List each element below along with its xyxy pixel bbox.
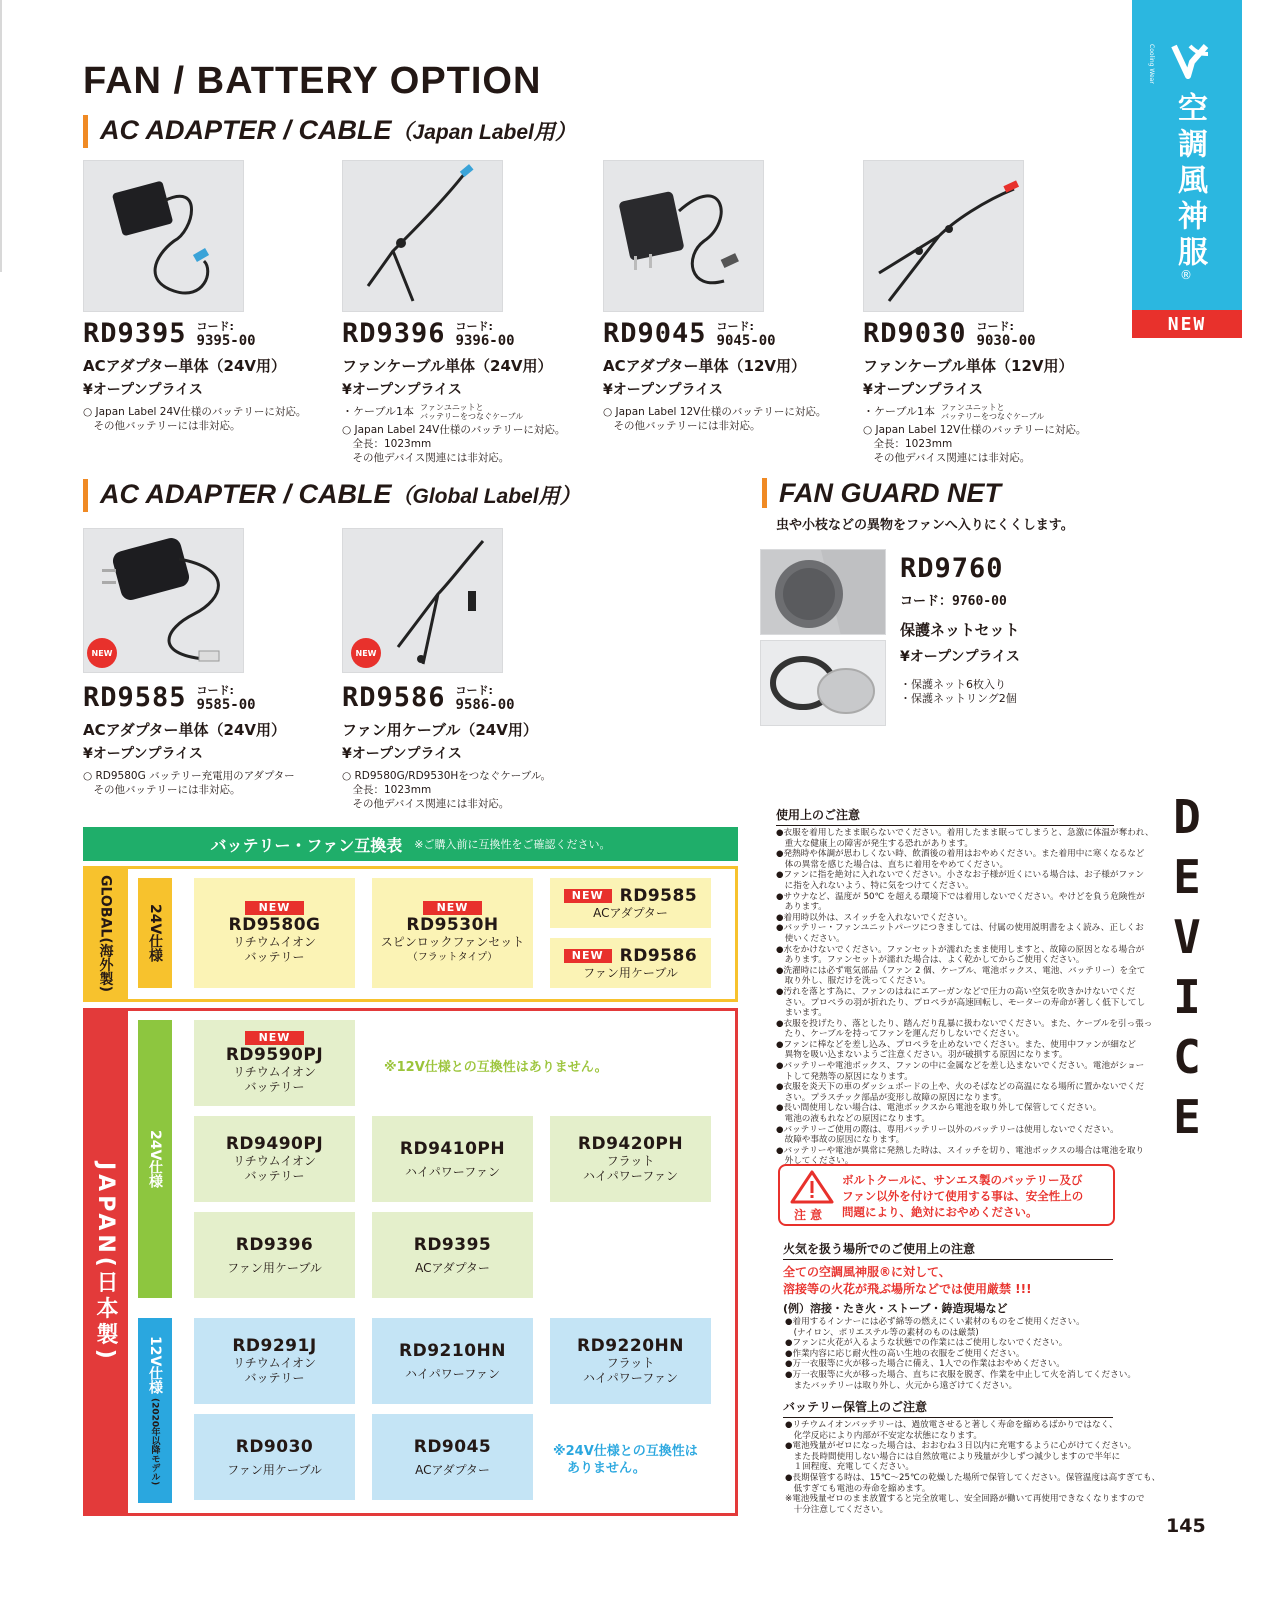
product-note: その他デバイス関連には非対応。 bbox=[342, 798, 510, 810]
product-photo-rd9396 bbox=[342, 160, 503, 312]
warning-line: ボルトクールに、サンエス製のバッテリー及び bbox=[842, 1173, 1083, 1187]
product-price: ¥オープンプライス bbox=[342, 746, 462, 762]
fire-example: (例）溶接・たき火・ストーブ・鋳造現場など bbox=[783, 1302, 1008, 1315]
caution-line: あります。 bbox=[776, 902, 827, 913]
compat-cell-rd9590pj bbox=[194, 1020, 355, 1106]
caution-line: に指を入れないよう、特に気をつけてください。 bbox=[776, 880, 974, 891]
new-tab-label: NEW bbox=[1167, 313, 1207, 335]
caution-line: ●バッテリー・ファンユニットパーツにつきましては、付属の使用説明書をよく読み、正しくお bbox=[776, 923, 1144, 934]
no-12v-compat-note: ※12V仕様との互換性はありません。 bbox=[384, 1060, 608, 1075]
cell-line: ハイパワーファン bbox=[583, 1371, 678, 1385]
caution-line: １回程度、充電してください。 bbox=[785, 1462, 914, 1473]
cell-line: ACアダプター bbox=[415, 1462, 490, 1477]
caution-line: ●電池残量がゼロになった場合は、おおむね３日以内に充電するように心がけてください。 bbox=[785, 1441, 1137, 1452]
fire-red-line-2: 溶接等の火花が飛ぶ場所などでは使用厳禁 !!! bbox=[783, 1282, 1032, 1296]
code-value: 9585-00 bbox=[196, 697, 256, 713]
caution-line: ●衣服を投げたり、落としたり、踏んだり乱暴に扱わないでください。また、ケーブルを引っ張っ bbox=[776, 1018, 1153, 1029]
product-rd9045 bbox=[603, 318, 858, 433]
caution-line: まいます。 bbox=[776, 1008, 827, 1019]
cell-code: RD9410PH bbox=[399, 1138, 506, 1159]
code-label: コード: bbox=[455, 684, 493, 697]
brand-vertical-title: 空調風神服 bbox=[1172, 92, 1207, 272]
usage-cautions-title: 使用上のご注意 bbox=[776, 806, 1114, 826]
spec-24v-label: 24V仕様 bbox=[147, 1129, 163, 1189]
compat-cell-rd9420ph bbox=[550, 1116, 711, 1202]
caution-line: ●着用するインナーには必ず綿等の燃えにくい素材のものをご使用ください。 bbox=[785, 1317, 1085, 1327]
fire-red-line-1: 全ての空調風神服®に対して、 bbox=[783, 1265, 951, 1279]
compat-cell-rd9220hn bbox=[550, 1318, 711, 1404]
compat-cell-rd9530h bbox=[372, 878, 533, 988]
code-value: 9396-00 bbox=[455, 333, 515, 349]
caution-line: さい。プラスチック部品が変形し故障の原因になります。 bbox=[776, 1092, 1007, 1103]
cell-line: リチウムイオン bbox=[232, 935, 317, 949]
compat-table-title: バッテリー・ファン互換表 bbox=[210, 835, 403, 855]
product-code: RD9045 bbox=[603, 318, 707, 349]
caution-line: ●万一衣服等に火が移った場合に備え、1人での作業はおやめください。 bbox=[785, 1359, 1065, 1370]
japan-label-bar bbox=[83, 1008, 128, 1516]
product-bullet-small: ファンユニットと bbox=[420, 403, 484, 412]
cell-code: RD9590PJ bbox=[225, 1045, 324, 1065]
caution-line: ●長期保管する時は、15℃〜25℃の乾燥した場所で保管してください。保管温度は高すぎても、 bbox=[785, 1472, 1161, 1483]
caution-line: ●バッテリーや電池が異常に発熱した時は、スイッチを切り、電池ボックスの場合は電池を取り bbox=[776, 1145, 1145, 1156]
product-bullet-small: ファンユニットと bbox=[941, 403, 1005, 412]
spec-12v-label: 12V仕様 bbox=[147, 1335, 163, 1395]
caution-line: 体の異常を感じた場合は、直ちに着用をやめてください。 bbox=[776, 859, 1009, 870]
cell-code: RD9585 bbox=[619, 885, 698, 906]
product-item: ・保護ネット6枚入り bbox=[900, 678, 1006, 691]
product-note: 全長：1023mm bbox=[342, 784, 432, 796]
caution-line: トして発熱等の原因になります。 bbox=[776, 1071, 913, 1082]
global-spec-bar bbox=[138, 878, 172, 988]
product-name: ファンケーブル単体（24V用） bbox=[342, 357, 553, 375]
fan-guard-photo-jacket bbox=[760, 549, 886, 635]
code-label: コード: bbox=[976, 320, 1014, 333]
section-title: AC ADAPTER / CABLE bbox=[100, 115, 392, 145]
product-photo-rd9395 bbox=[83, 160, 244, 312]
code-value: 9030-00 bbox=[976, 333, 1036, 349]
cell-line: ファン用ケーブル bbox=[583, 965, 678, 980]
caution-line: 重大な健康上の障害が発生する恐れがあります。 bbox=[776, 838, 973, 849]
product-bullet: ・ケーブル1本 bbox=[863, 405, 936, 418]
cell-line: ACアダプター bbox=[415, 1260, 490, 1275]
product-code: RD9396 bbox=[342, 318, 446, 349]
caution-line: ●バッテリーや電池ボックス、ファンの中に金属などを差し込まないでください。電池がショー bbox=[776, 1061, 1145, 1072]
section-heading-fan-guard: FAN GUARD NET bbox=[762, 478, 1001, 508]
cell-line: スピンロックファンセット bbox=[380, 935, 525, 949]
code-line: コード：9760-00 bbox=[900, 594, 1007, 609]
new-tag: NEW bbox=[423, 901, 483, 915]
section-suffix: （Japan Label用） bbox=[391, 121, 576, 144]
product-code: RD9760 bbox=[900, 553, 1004, 584]
compat-table-header bbox=[83, 827, 738, 861]
code-value: 9586-00 bbox=[455, 697, 515, 713]
cell-line: ハイパワーファン bbox=[405, 1366, 500, 1381]
compat-cell-rd9585 bbox=[550, 878, 711, 928]
cell-line: リチウムイオン bbox=[232, 1154, 317, 1168]
compat-cell-rd9030 bbox=[194, 1414, 355, 1500]
caution-line: ●万一衣服等に火が移った場合、直ちに衣服を脱ぎ、作業を中止して火を消してください。 bbox=[785, 1369, 1136, 1380]
spec-24v-label: 24V仕様 bbox=[147, 903, 163, 963]
product-note: ○ Japan Label 12V仕様のバッテリーに対応。 bbox=[863, 424, 1087, 436]
product-item: ・保護ネットリング2個 bbox=[900, 692, 1017, 705]
japan-24v-spec-bar bbox=[138, 1020, 172, 1298]
compat-cell-rd9410ph bbox=[372, 1116, 533, 1202]
caution-line: あります。ファンセットが濡れた場合は、よく乾かしてからご使用ください。 bbox=[776, 955, 1085, 966]
caution-line: 故障や事故の原因になります。 bbox=[776, 1135, 905, 1146]
compat-cell-rd9395 bbox=[372, 1212, 533, 1298]
warning-line: 問題により、絶対におやめください。 bbox=[842, 1205, 1038, 1219]
cell-line: リチウムイオン bbox=[232, 1356, 317, 1370]
device-label: DEVICE bbox=[1160, 790, 1214, 1150]
cell-line: （フラットタイプ） bbox=[407, 952, 498, 963]
cell-line: ハイパワーファン bbox=[405, 1164, 500, 1179]
cell-line: ハイパワーファン bbox=[583, 1169, 678, 1183]
fan-guard-product bbox=[900, 553, 1020, 706]
compat-cell-rd9396 bbox=[194, 1212, 355, 1298]
product-name: ファンケーブル単体（12V用） bbox=[863, 357, 1074, 375]
product-rd9395 bbox=[83, 318, 333, 433]
product-note: ○ Japan Label 24V仕様のバッテリーに対応。 bbox=[342, 424, 566, 436]
caution-line: 取り外し、服だけを洗ってください。 bbox=[776, 976, 931, 987]
caution-line: ●衣服を炎天下の車のダッシュボードの上や、火のそばなどの高温になる場所に置かないでくだ bbox=[776, 1082, 1145, 1093]
product-note: 全長：1023mm bbox=[342, 438, 432, 450]
cell-code: RD9420PH bbox=[577, 1134, 684, 1154]
cell-code: RD9030 bbox=[235, 1436, 314, 1457]
cell-line: バッテリー bbox=[244, 1169, 305, 1183]
caution-line: ※電池残量ゼロのまま放置すると完全放電し、安全回路が働いて再使用できなくなりますので bbox=[785, 1494, 1145, 1505]
product-price: ¥オープンプライス bbox=[83, 746, 203, 762]
caution-line: ●作業内容に応じ耐火性の高い生地の衣服をご使用ください。 bbox=[785, 1348, 1025, 1359]
warning-triangle-icon bbox=[790, 1170, 834, 1204]
product-rd9030 bbox=[863, 318, 1118, 465]
product-price: ¥オープンプライス bbox=[900, 649, 1020, 665]
product-note: その他バッテリーには非対応。 bbox=[83, 784, 241, 796]
product-price: ¥オープンプライス bbox=[342, 382, 462, 398]
caution-line: ●着用時以外は、スイッチを入れないでください。 bbox=[776, 912, 973, 923]
caution-line: ●水をかけないでください。ファンセットが濡れたまま使用しますと、故障の原因となる場合が bbox=[776, 944, 1145, 955]
page-number: 145 bbox=[1166, 1515, 1206, 1537]
caution-line: ●サウナなど、温度が 50℃ を超える環境下では着用しないでください。やけどを負う危険性が bbox=[776, 891, 1145, 902]
product-rd9585 bbox=[83, 682, 333, 797]
brand-tab bbox=[1132, 0, 1242, 310]
new-tab bbox=[1132, 310, 1242, 338]
no-24v-compat-note bbox=[553, 1443, 698, 1477]
cell-code: RD9045 bbox=[413, 1436, 492, 1457]
caution-line: 化学反応により内部が不安定な状態になります。 bbox=[785, 1430, 982, 1441]
usage-cautions-list bbox=[776, 828, 1154, 1167]
section-heading-global-label bbox=[83, 479, 581, 512]
cell-code: RD9586 bbox=[619, 945, 698, 966]
product-note: ○ RD9580G/RD9530Hをつなぐケーブル。 bbox=[342, 770, 551, 782]
cell-line: ファン用ケーブル bbox=[227, 1260, 322, 1275]
compat-table-note: ※ご購入前に互換性をご確認ください。 bbox=[414, 838, 611, 851]
cell-code: RD9220HN bbox=[577, 1336, 684, 1356]
new-tag: NEW bbox=[564, 949, 612, 963]
product-note: 全長：1023mm bbox=[863, 438, 953, 450]
caution-line: 異物を吸い込まないようご注意ください。羽が破損する原因になります。 bbox=[776, 1050, 1068, 1061]
caution-line: ●バッテリーご使用の際は、専用バッテリー以外のバッテリーは使用しないでください。 bbox=[776, 1124, 1119, 1135]
caution-line: 電池の液もれなどの原因になります。 bbox=[776, 1114, 931, 1125]
caution-line: ●ファンに火花が入るような状態での作業にはご使用しないでください。 bbox=[785, 1338, 1068, 1349]
compat-cell-rd9045 bbox=[372, 1414, 533, 1500]
caution-line: 外してください。 bbox=[776, 1156, 854, 1167]
caution-line: また長時間使用しない場合には自然放電により残量が少しずつ減少しますので半年に bbox=[785, 1451, 1121, 1462]
caution-line: ●発熱時や体調が思わしくない時、飲酒後の着用はおやめください。また着用中に寒くなるなど bbox=[776, 849, 1145, 860]
code-value: 9045-00 bbox=[716, 333, 776, 349]
section-suffix: （Global Label用） bbox=[391, 485, 581, 508]
caution-line: ●リチウムイオンバッテリーは、過放電させると著しく寿命を縮めるばかりではなく、 bbox=[785, 1420, 1118, 1430]
product-name: ACアダプター単体（24V用） bbox=[83, 357, 287, 375]
product-bullet-small: バッテリーをつなぐケーブル bbox=[420, 412, 524, 421]
brand-registered-mark: ® bbox=[1180, 268, 1192, 282]
caution-line: さい。プロペラの羽が折れたり、プロペラが高速回転し、モーターの寿命が著しく低下してし bbox=[776, 997, 1146, 1008]
cell-line: フラット bbox=[606, 1154, 655, 1168]
global-label: GLOBAL(海外製) bbox=[97, 875, 114, 993]
cell-line: バッテリー bbox=[244, 1080, 305, 1094]
warning-text bbox=[842, 1172, 1083, 1220]
product-code: RD9395 bbox=[83, 318, 187, 349]
caution-line: ●ファンに棒などを差し込み、プロペラを止めないでください。また、使用中ファンが細など bbox=[776, 1039, 1137, 1050]
product-photo-rd9045 bbox=[603, 160, 764, 312]
product-name: 保護ネットセット bbox=[900, 621, 1020, 639]
new-tag: NEW bbox=[245, 901, 305, 915]
storage-cautions-title: バッテリー保管上のご注意 bbox=[783, 1398, 1113, 1418]
caution-line: 低すぎても電池の寿命を縮めます。 bbox=[785, 1483, 931, 1494]
code-label: コード: bbox=[455, 320, 493, 333]
caution-line: ●衣服を着用したまま眠らないでください。着用したまま眠ってしまうと、急激に体温が奪われ、 bbox=[776, 828, 1154, 838]
compat-cell-rd9580g bbox=[194, 878, 355, 988]
warning-box bbox=[778, 1164, 1115, 1226]
warning-line: ファン以外を付けて使用する事は、安全性上の bbox=[842, 1189, 1084, 1203]
storage-cautions-list bbox=[785, 1420, 1161, 1515]
new-tag: NEW bbox=[564, 889, 612, 903]
caution-line: たり、ケーブルを持ってファンを運んだりしないでください。 bbox=[776, 1029, 1025, 1040]
cell-line: ACアダプター bbox=[593, 905, 668, 920]
note-line: ありません。 bbox=[567, 1461, 646, 1476]
product-note: ○ Japan Label 12V仕様のバッテリーに対応。 bbox=[603, 406, 827, 418]
section-title: AC ADAPTER / CABLE bbox=[100, 479, 392, 509]
global-label-bar bbox=[83, 866, 128, 1002]
product-price: ¥オープンプライス bbox=[83, 382, 203, 398]
cell-code: RD9530H bbox=[406, 915, 499, 935]
cell-line: リチウムイオン bbox=[232, 1065, 317, 1079]
product-note: ○ RD9580G バッテリー充電用のアダプター bbox=[83, 770, 295, 782]
section-heading-japan-label bbox=[83, 115, 576, 148]
cell-code: RD9490PJ bbox=[225, 1134, 324, 1154]
caution-line: 十分注意してください。 bbox=[785, 1504, 889, 1515]
cell-code: RD9210HN bbox=[399, 1340, 506, 1361]
page-title: FAN / BATTERY OPTION bbox=[83, 60, 542, 102]
brand-small-text: Cooling Wear bbox=[1148, 44, 1155, 84]
fan-guard-description: 虫や小枝などの異物をファンへ入りにくくします。 bbox=[776, 518, 1074, 533]
product-name: ファン用ケーブル（24V用） bbox=[342, 721, 538, 739]
product-note: ○ Japan Label 24V仕様のバッテリーに対応。 bbox=[83, 406, 307, 418]
product-note: その他デバイス関連には非対応。 bbox=[342, 452, 510, 464]
japan-12v-spec-bar bbox=[138, 1318, 172, 1503]
code-value: 9395-00 bbox=[196, 333, 256, 349]
product-photo-rd9030 bbox=[863, 160, 1024, 312]
caution-line: 使いください。 bbox=[776, 933, 845, 944]
product-rd9586 bbox=[342, 682, 597, 811]
compat-cell-rd9490pj bbox=[194, 1116, 355, 1202]
product-note: その他バッテリーには非対応。 bbox=[603, 420, 761, 432]
code-label: コード: bbox=[196, 684, 234, 697]
product-note: その他バッテリーには非対応。 bbox=[83, 420, 241, 432]
cell-line: バッテリー bbox=[244, 950, 305, 964]
note-line: ※24V仕様との互換性は bbox=[553, 1444, 698, 1459]
product-note: その他デバイス関連には非対応。 bbox=[863, 452, 1031, 464]
warning-label: 注 意 bbox=[794, 1208, 823, 1222]
product-code: RD9586 bbox=[342, 682, 446, 713]
product-price: ¥オープンプライス bbox=[603, 382, 723, 398]
new-tag: NEW bbox=[245, 1031, 305, 1045]
brand-logo-icon bbox=[1170, 42, 1210, 80]
compat-cell-rd9210hn bbox=[372, 1318, 533, 1404]
code-label: コード: bbox=[716, 320, 754, 333]
product-bullet-small: バッテリーをつなぐケーブル bbox=[941, 412, 1045, 421]
product-bullet: ・ケーブル1本 bbox=[342, 405, 415, 418]
cell-code: RD9580G bbox=[228, 915, 321, 935]
cell-line: バッテリー bbox=[244, 1371, 305, 1385]
caution-line: またバッテリーは取り外し、火元から遠ざけてください。 bbox=[785, 1380, 1018, 1391]
compat-cell-rd9586 bbox=[550, 938, 711, 988]
new-badge: NEW bbox=[351, 638, 381, 668]
fire-cautions-list bbox=[785, 1317, 1136, 1391]
product-code: RD9030 bbox=[863, 318, 967, 349]
fire-cautions-title: 火気を扱う場所でのご使用上の注意 bbox=[783, 1240, 1113, 1260]
compat-cell-rd9291j bbox=[194, 1318, 355, 1404]
code-label: コード: bbox=[196, 320, 234, 333]
product-name: ACアダプター単体（12V用） bbox=[603, 357, 807, 375]
caution-line: (ナイロン、ポリエステル等の素材のものは厳禁) bbox=[785, 1327, 979, 1338]
product-rd9396 bbox=[342, 318, 597, 465]
new-badge: NEW bbox=[87, 638, 117, 668]
caution-line: ●長い間使用しない場合は、電池ボックスから電池を取り外して保管してください。 bbox=[776, 1103, 1102, 1114]
cell-line: ファン用ケーブル bbox=[227, 1462, 322, 1477]
cell-code: RD9396 bbox=[235, 1234, 314, 1255]
product-code: RD9585 bbox=[83, 682, 187, 713]
cell-code: RD9395 bbox=[413, 1234, 492, 1255]
japan-label: JAPAN(日本製) bbox=[93, 1161, 118, 1363]
spec-12v-note: (2020年以降モデル) bbox=[149, 1398, 160, 1486]
caution-line: ●洗濯時には必ず電気部品（ファン 2 個、ケーブル、電池ボックス、電池、バッテリー）を全て bbox=[776, 965, 1146, 976]
caution-line: ●ファンに指を絶対に入れないでください。小さなお子様が近くにいる場合は、お子様がファン bbox=[776, 870, 1145, 881]
fan-guard-photo-nets bbox=[760, 640, 886, 726]
caution-line: ●汚れを落とす為に、ファンのはねにエアーガンなどで圧力の高い空気を吹きかけないでくだ bbox=[776, 986, 1136, 997]
product-name: ACアダプター単体（24V用） bbox=[83, 721, 287, 739]
cell-code: RD9291J bbox=[232, 1336, 317, 1356]
product-price: ¥オープンプライス bbox=[863, 382, 983, 398]
left-edge-line bbox=[0, 0, 2, 272]
cell-line: フラット bbox=[606, 1356, 655, 1370]
